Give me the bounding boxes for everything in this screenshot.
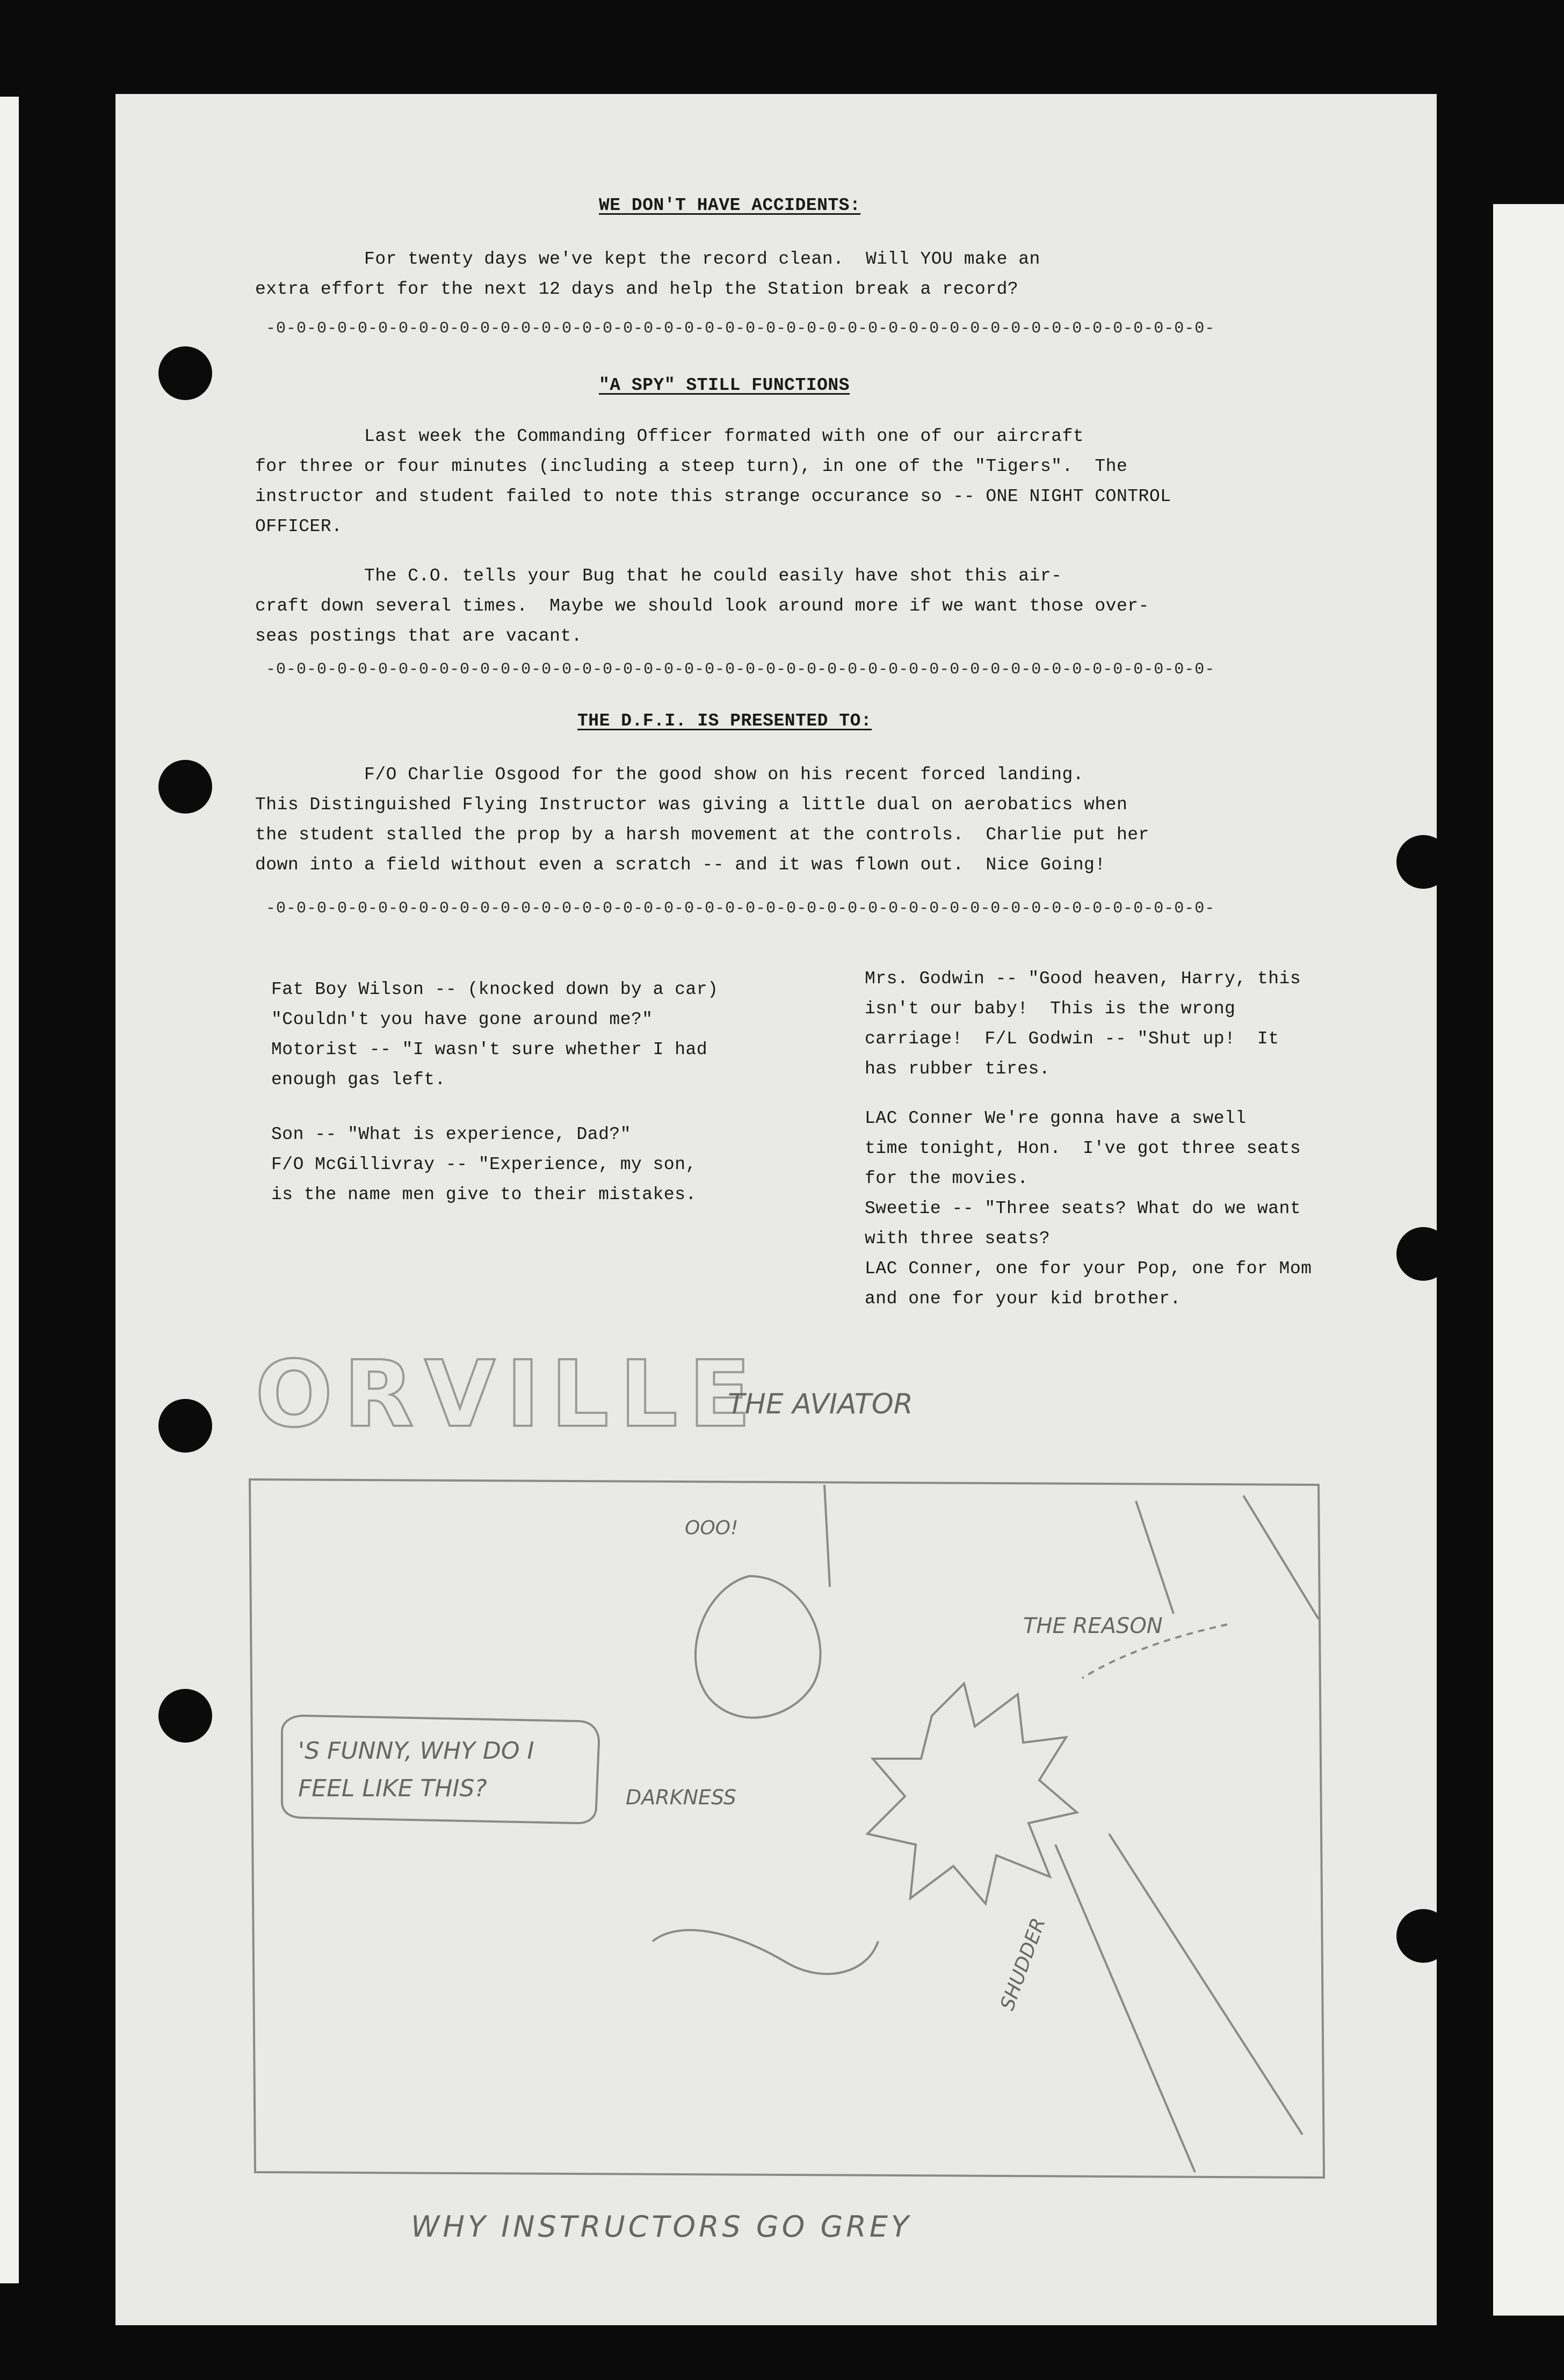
comic-rope <box>824 1485 830 1587</box>
body-line: This Distinguished Flying Instructor was giving a little dual on aerobatics when <box>255 795 1128 815</box>
body-line: for three or four minutes (including a steep turn), in one of the "Tigers". The <box>255 456 1128 476</box>
joke-line: isn't our baby! This is the wrong <box>865 999 1236 1019</box>
comic-ray <box>1136 1501 1174 1614</box>
joke-line: and one for your kid brother. <box>865 1289 1181 1309</box>
comic-figure-arm <box>653 1930 878 1974</box>
comic-figure-head <box>696 1576 821 1718</box>
joke-line: F/O McGillivray -- "Experience, my son, <box>271 1155 697 1174</box>
body-line: F/O Charlie Osgood for the good show on his recent forced landing. <box>255 765 1084 785</box>
joke-line: Mrs. Godwin -- "Good heaven, Harry, this <box>865 969 1301 989</box>
adjacent-page-left <box>0 97 19 2283</box>
comic-speech-line: FEEL LIKE THIS? <box>298 1775 487 1802</box>
body-line: For twenty days we've kept the record clean. Will YOU make an <box>255 249 1040 269</box>
comic-explosion <box>867 1684 1077 1904</box>
separator-line: -0-0-0-0-0-0-0-0-0-0-0-0-0-0-0-0-0-0-0-0-0-0-0-0-0-0-0-0-0-0-0-0-0-0-0-0-0-0-0-0-0-0-0-0-0-0- <box>266 320 1215 338</box>
body-line: the student stalled the prop by a harsh movement at the controls. Charlie put her <box>255 825 1149 845</box>
joke-line: carriage! F/L Godwin -- "Shut up! It <box>865 1029 1279 1049</box>
comic-subtitle: THE AVIATOR <box>728 1388 913 1420</box>
comic-drawing <box>115 94 1437 2325</box>
comic-sound: OOO! <box>685 1517 738 1539</box>
joke-line: LAC Conner, one for your Pop, one for Mom <box>865 1259 1312 1279</box>
comic-speech-bubble <box>282 1716 599 1823</box>
joke-line: is the name men give to their mistakes. <box>271 1185 697 1204</box>
joke-line: with three seats? <box>865 1229 1051 1249</box>
comic-ray <box>1109 1834 1302 2135</box>
comic-label-reason: THE REASON <box>1023 1614 1163 1638</box>
joke-line: enough gas left. <box>271 1070 446 1090</box>
comic-label-darkness: DARKNESS <box>626 1786 736 1809</box>
document-page <box>115 94 1437 2325</box>
joke-line: for the movies. <box>865 1169 1029 1188</box>
section-title-spy: "A SPY" STILL FUNCTIONS <box>599 375 850 395</box>
body-line: Last week the Commanding Officer formated with one of our aircraft <box>255 426 1084 446</box>
comic-label-shudder: SHUDDER <box>996 1915 1050 2014</box>
section-title-accidents: WE DON'T HAVE ACCIDENTS: <box>599 195 861 215</box>
joke-line: "Couldn't you have gone around me?" <box>271 1010 653 1029</box>
body-line: instructor and student failed to note this strange occurance so -- ONE NIGHT CONTROL <box>255 487 1171 506</box>
body-line: craft down several times. Maybe we should look around more if we want those over- <box>255 596 1149 616</box>
joke-line: Fat Boy Wilson -- (knocked down by a car) <box>271 979 719 999</box>
joke-line: Motorist -- "I wasn't sure whether I had <box>271 1040 708 1060</box>
comic-title: ORVILLE <box>255 1341 762 1448</box>
adjacent-page-right <box>1493 204 1564 2316</box>
section-title-dfi: THE D.F.I. IS PRESENTED TO: <box>577 711 872 731</box>
body-line: extra effort for the next 12 days and help the Station break a record? <box>255 279 1019 299</box>
comic-caption: WHY INSTRUCTORS GO GREY <box>411 2210 912 2244</box>
comic-ray <box>1243 1496 1319 1619</box>
body-line: down into a field without even a scratch -- and it was flown out. Nice Going! <box>255 855 1106 875</box>
joke-line: LAC Conner We're gonna have a swell <box>865 1108 1247 1128</box>
joke-line: Son -- "What is experience, Dad?" <box>271 1124 632 1144</box>
body-line: The C.O. tells your Bug that he could easily have shot this air- <box>255 566 1062 586</box>
comic-ray <box>1055 1845 1195 2172</box>
joke-line: has rubber tires. <box>865 1059 1051 1079</box>
joke-line: Sweetie -- "Three seats? What do we want <box>865 1199 1301 1218</box>
comic-speech-line: 'S FUNNY, WHY DO I <box>298 1737 534 1765</box>
joke-line: time tonight, Hon. I've got three seats <box>865 1138 1301 1158</box>
separator-line: -0-0-0-0-0-0-0-0-0-0-0-0-0-0-0-0-0-0-0-0-0-0-0-0-0-0-0-0-0-0-0-0-0-0-0-0-0-0-0-0-0-0-0-0-0-0- <box>266 661 1215 679</box>
separator-line: -0-0-0-0-0-0-0-0-0-0-0-0-0-0-0-0-0-0-0-0-0-0-0-0-0-0-0-0-0-0-0-0-0-0-0-0-0-0-0-0-0-0-0-0-0-0- <box>266 899 1215 918</box>
body-line: seas postings that are vacant. <box>255 626 583 646</box>
body-line: OFFICER. <box>255 517 343 536</box>
